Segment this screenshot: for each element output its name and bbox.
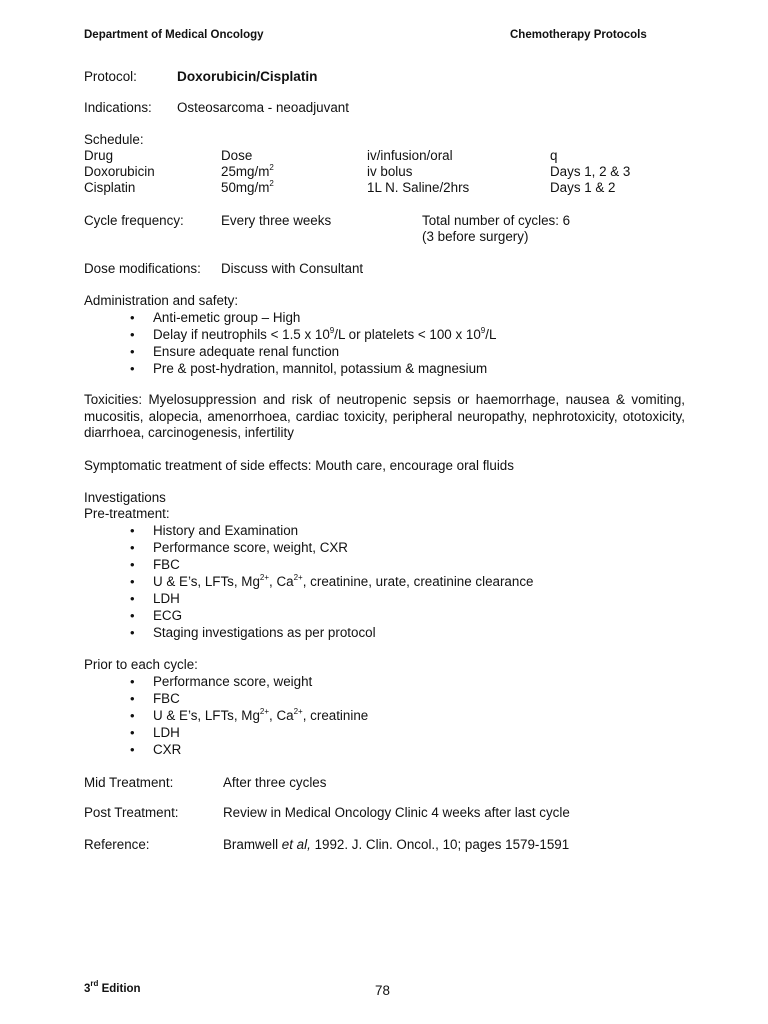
page-number: 78	[375, 983, 390, 998]
dose-mod-value: Discuss with Consultant	[221, 261, 364, 276]
toxicities-paragraph: Toxicities: Myelosuppression and risk of neutropenic sepsis or haemorrhage, nausea & vomiting, mucositis, alopecia, amenorrhoea, cardiac toxicity, peripheral neuropathy, nephrotoxicity, ototoxicity, diarrhoea, carcinogenesis, infertility	[84, 392, 685, 440]
edition-label: 3rd Edition	[84, 979, 141, 995]
indications-label: Indications:	[84, 100, 152, 115]
header-title: Chemotherapy Protocols	[510, 29, 647, 41]
post-treatment-value: Review in Medical Oncology Clinic 4 weeks after last cycle	[223, 805, 570, 820]
cycle-total-note: (3 before surgery)	[422, 229, 529, 244]
pretreatment-list	[130, 522, 533, 641]
list-item: • CXR	[130, 741, 368, 758]
list-item: • Staging investigations as per protocol	[130, 624, 533, 641]
protocol-label: Protocol:	[84, 69, 137, 84]
protocol-name: Doxorubicin/Cisplatin	[177, 69, 318, 84]
list-item: • Performance score, weight	[130, 673, 368, 690]
list-item: • History and Examination	[130, 522, 533, 539]
symptomatic-text: Symptomatic treatment of side effects: Mouth care, encourage oral fluids	[84, 458, 514, 473]
list-item: • Performance score, weight, CXR	[130, 539, 533, 556]
admin-list	[130, 309, 496, 377]
cycle-value: Every three weeks	[221, 213, 332, 228]
schedule-drug: Doxorubicin	[84, 164, 155, 179]
list-item: • FBC	[130, 556, 533, 573]
cycle-label: Cycle frequency:	[84, 213, 184, 228]
list-item: • FBC	[130, 690, 368, 707]
schedule-route: 1L N. Saline/2hrs	[367, 180, 470, 195]
admin-label: Administration and safety:	[84, 293, 239, 308]
schedule-route: iv bolus	[367, 164, 413, 179]
schedule-dose: $25mg/m^2$	[221, 162, 274, 179]
indications-value: Osteosarcoma - neoadjuvant	[177, 100, 349, 115]
schedule-drug: Cisplatin	[84, 180, 136, 195]
list-item: • U & E’s, LFTs, $Mg^{2+}$, $Ca^{2+}$, creatinine	[130, 707, 368, 724]
schedule-header-drug: Drug	[84, 148, 114, 163]
schedule-label: Schedule:	[84, 132, 144, 147]
mid-treatment-value: After three cycles	[223, 775, 327, 790]
list-item: • Delay if neutrophils < 1.5 x $10^9/L$ or platelets < 100 x $10^9/L$	[130, 326, 496, 343]
schedule-days: Days 1, 2 & 3	[550, 164, 631, 179]
list-item: • Ensure adequate renal function	[130, 343, 496, 360]
prior-cycle-label: Prior to each cycle:	[84, 657, 198, 672]
reference-citation: Bramwell et al, 1992. J. Clin. Oncol., 10; pages 1579-1591	[223, 837, 570, 852]
prior-cycle-list	[130, 673, 368, 758]
investigations-label: Investigations	[84, 490, 166, 505]
schedule-header-route: iv/infusion/oral	[367, 148, 453, 163]
list-item: • U & E’s, LFTs, $Mg^{2+}$, $Ca^{2+}$, creatinine, urate, creatinine clearance	[130, 573, 533, 590]
post-treatment-label: Post Treatment:	[84, 805, 179, 820]
schedule-dose: $50mg/m^2$	[221, 178, 274, 195]
list-item: • Anti-emetic group – High	[130, 309, 496, 326]
list-item: • LDH	[130, 724, 368, 741]
schedule-header-frequency: q	[550, 148, 558, 163]
list-item: • Pre & post-hydration, mannitol, potassium & magnesium	[130, 360, 496, 377]
schedule-header-dose: Dose	[221, 148, 253, 163]
pretreatment-label: Pre-treatment:	[84, 506, 170, 521]
list-item: • ECG	[130, 607, 533, 624]
list-item: • LDH	[130, 590, 533, 607]
reference-label: Reference:	[84, 837, 150, 852]
schedule-days: Days 1 & 2	[550, 180, 616, 195]
dose-mod-label: Dose modifications:	[84, 261, 201, 276]
header-department: Department of Medical Oncology	[84, 29, 264, 41]
cycle-total: Total number of cycles: 6	[422, 213, 571, 228]
mid-treatment-label: Mid Treatment:	[84, 775, 174, 790]
